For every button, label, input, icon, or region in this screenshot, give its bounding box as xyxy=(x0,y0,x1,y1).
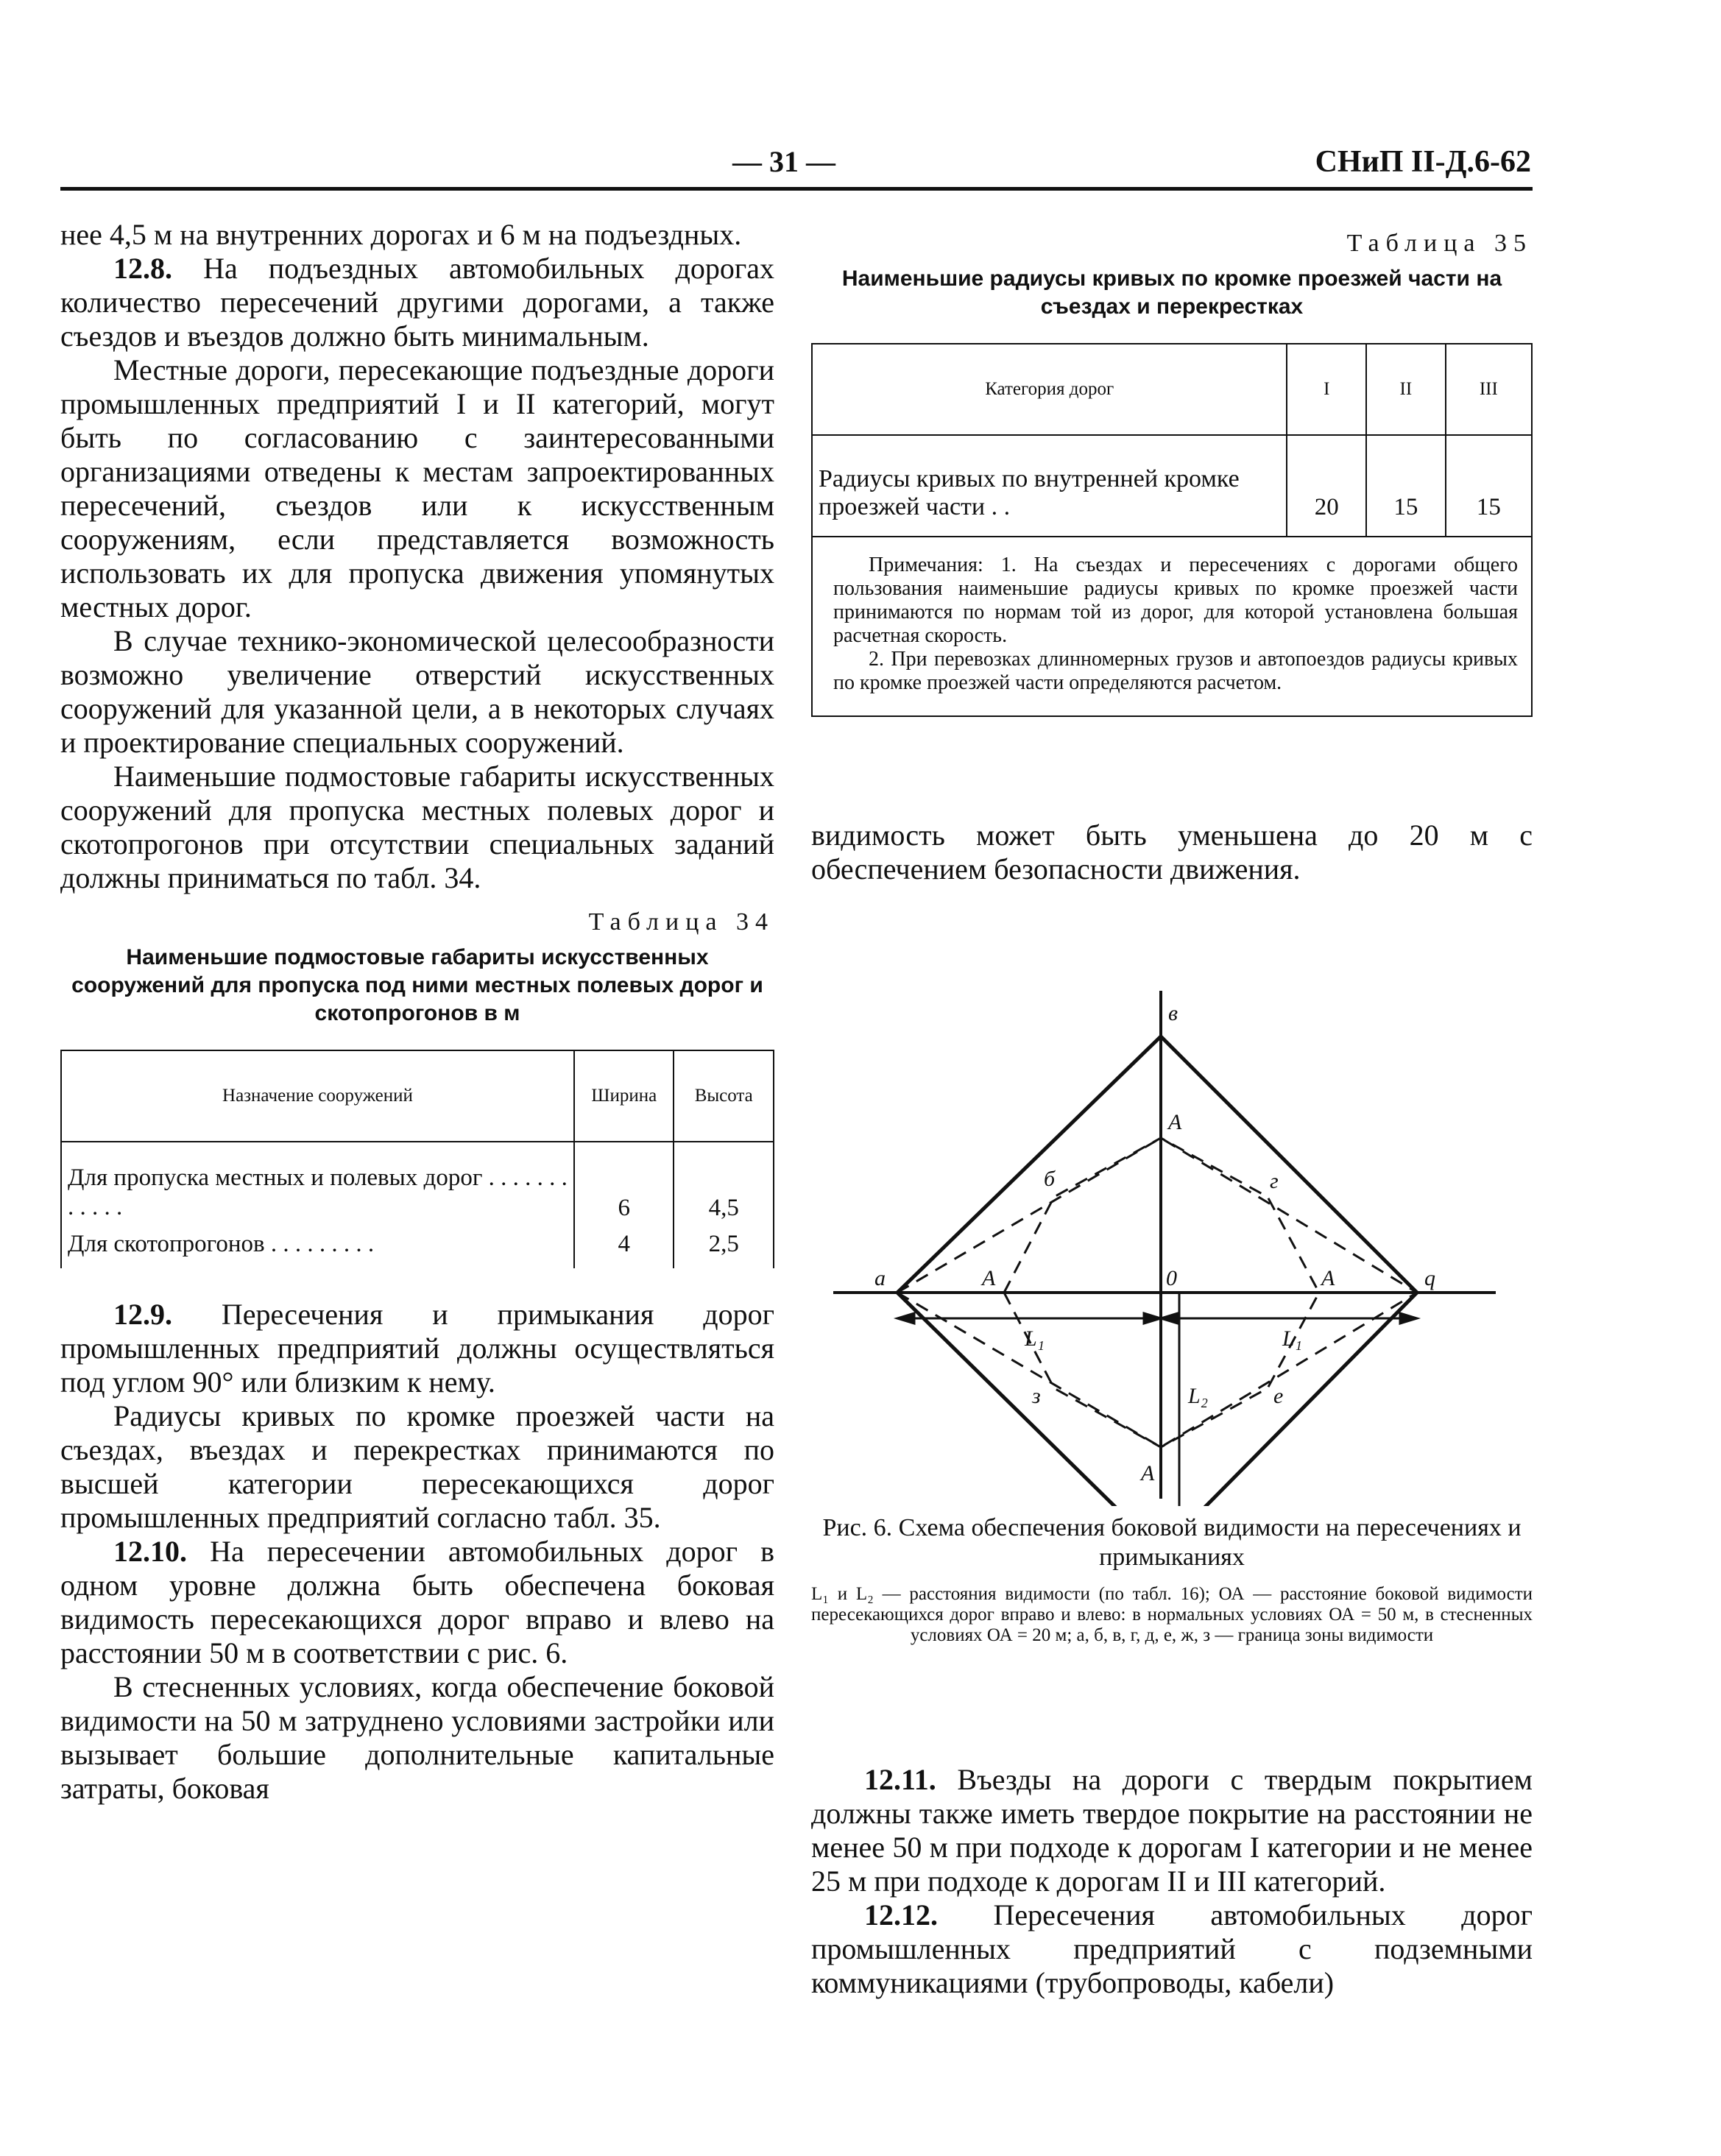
clause-number: 12.10. xyxy=(113,1535,187,1568)
table-cell: 15 xyxy=(1366,435,1446,537)
paragraph: Наименьшие подмостовые габариты искусственных сооружений для пропуска местных полевых дорог и скотопрогонов при отсутствии специальных заданий должны приниматься по табл. 34. xyxy=(60,760,774,894)
clause-number: 12.12. xyxy=(864,1898,938,1931)
paragraph-12-10 xyxy=(60,1535,774,1670)
paragraph-12-12 xyxy=(811,1898,1533,2000)
table-header-row xyxy=(61,1050,774,1142)
point-label: А xyxy=(1141,1461,1155,1485)
table-header-cell: Высота xyxy=(674,1050,774,1142)
table-header-cell: I xyxy=(1287,344,1366,435)
table-cell: Для скотопрогонов . . . . . . . . . xyxy=(61,1226,574,1268)
figure-legend: L₁ и L₂ — расстояния видимости (по табл. 16); ОА — расстояние боковой видимости пересекающихся дорог вправо и влево: в нормальных условиях ОА = 50 м, в стесненных условиях ОА = 20 м; а, б, в, г, д, е, ж, з — граница зоны видимости xyxy=(811,1584,1533,1645)
document-code: СНиП II-Д.6-62 xyxy=(1315,145,1531,179)
point-label: в xyxy=(1168,1001,1178,1025)
dimension-arrow xyxy=(897,1313,914,1323)
clause-number: 12.8. xyxy=(113,252,172,285)
table-note: 2. При перевозках длинномерных грузов и автопоездов радиусы кривых по кромке проезжей части определяются расчетом. xyxy=(833,648,1518,694)
point-label: 0 xyxy=(1166,1266,1177,1290)
paragraph-text: Въезды на дороги с твердым покрытием должны также иметь твердое покрытие на расстоянии не менее 50 м при подходе к дорогам I категории и не менее 25 м при подходе к дорогам II и III категорий. xyxy=(811,1763,1533,1898)
table-header-cell: Категория дорог xyxy=(812,344,1287,435)
visibility-zone-boundary xyxy=(897,1036,1417,1506)
point-label: А xyxy=(1321,1266,1335,1290)
point-label: q xyxy=(1424,1266,1435,1290)
table-cell: Радиусы кривых по внутренней кромке проезжей части . . xyxy=(812,435,1287,537)
point-label: г xyxy=(1270,1169,1279,1193)
table-notes-row xyxy=(812,537,1532,716)
table-row xyxy=(812,435,1532,537)
figure-caption: Рис. 6. Схема обеспечения боковой видимости на пересечениях и примыканиях xyxy=(822,1514,1522,1571)
paragraph: Местные дороги, пересекающие подъездные дороги промышленных предприятий I и II категорий, могут быть по согласованию с заинтересованными организациями отведены к местам запроектированных пересечений, съездов или к искусственным сооружениям, если представляется возможность использовать их для пропуска движения упомянутых местных дорог. xyxy=(60,353,774,623)
table-header-cell: II xyxy=(1366,344,1446,435)
table-35 xyxy=(811,343,1533,717)
table-35-title: Наименьшие радиусы кривых по кромке проезжей части на съездах и перекрестках xyxy=(841,266,1502,319)
table-cell: 2,5 xyxy=(674,1226,774,1268)
table-header-cell: III xyxy=(1446,344,1532,435)
dimension-label: L₁ xyxy=(1025,1326,1045,1351)
right-column-top xyxy=(811,218,1533,717)
paragraph-text: Пересечения и примыкания дорог промышленных предприятий должны осуществляться под углом 90° или близким к нему. xyxy=(60,1298,774,1399)
table-cell: Для пропуска местных и полевых дорог . . . . . . . . . . . . xyxy=(61,1142,574,1226)
table-34-title: Наименьшие подмостовые габариты искусственных сооружений для пропуска под ними местных полевых дорог и скотопрогонов в м xyxy=(71,945,763,1025)
point-label: а xyxy=(874,1266,886,1290)
table-cell: 4,5 xyxy=(674,1142,774,1226)
left-column xyxy=(60,218,774,1806)
point-label: е xyxy=(1273,1384,1284,1408)
table-34 xyxy=(60,1050,774,1268)
table-cell: 4 xyxy=(574,1226,674,1268)
dimension-label: L₂ xyxy=(1188,1384,1209,1408)
paragraph: В случае технико-экономической целесообразности возможно увеличение отверстий искусственных сооружений для указанной цели, а в некоторых случаях и проектирование специальных сооружений. xyxy=(60,624,774,759)
clause-number: 12.9. xyxy=(113,1298,172,1331)
table-row xyxy=(61,1142,774,1226)
page-number: — 31 — xyxy=(732,145,835,178)
header-rule xyxy=(60,187,1533,191)
paragraph-text: Пересечения автомобильных дорог промышленных предприятий с подземными коммуникациями (трубопроводы, кабели) xyxy=(811,1898,1533,1999)
visibility-diagram xyxy=(811,895,1533,1506)
table-header-cell: Ширина xyxy=(574,1050,674,1142)
paragraph: В стесненных условиях, когда обеспечение боковой видимости на 50 м затруднено условиями застройки или вызывает большие дополнительные капитальные затраты, боковая xyxy=(60,1670,774,1805)
dimension-label: L₁ xyxy=(1282,1326,1303,1351)
paragraph: видимость может быть уменьшена до 20 м с обеспечением безопасности движения. xyxy=(811,819,1533,886)
table-note: Примечания: 1. На съездах и пересечениях с дорогами общего пользования наименьшие радиусы кривых по кромке проезжей части принимаются по нормам той из дорог, для которой установлена большая расчетная скорость. xyxy=(833,554,1518,647)
table-cell: 20 xyxy=(1287,435,1366,537)
table-header-cell: Назначение сооружений xyxy=(61,1050,574,1142)
paragraph-12-11 xyxy=(811,1763,1533,1898)
right-column-middle xyxy=(811,819,1533,1646)
paragraph: нее 4,5 м на внутренних дорогах и 6 м на подъездных. xyxy=(60,218,742,251)
point-label: з xyxy=(1032,1384,1041,1408)
table-header-row xyxy=(812,344,1532,435)
point-label: А xyxy=(1168,1110,1182,1134)
dimension-arrow xyxy=(1400,1313,1417,1323)
clause-number: 12.11. xyxy=(864,1763,936,1796)
table-cell: 15 xyxy=(1446,435,1532,537)
paragraph-12-8 xyxy=(60,252,774,353)
paragraph-text: На подъездных автомобильных дорогах количество пересечений другими дорогами, а также съездов и въездов должно быть минимальным. xyxy=(60,252,774,353)
table-row xyxy=(61,1226,774,1268)
table-cell: 6 xyxy=(574,1142,674,1226)
dimension-arrow xyxy=(1161,1313,1178,1323)
point-label: А xyxy=(982,1266,996,1290)
table-34-label: Таблица 34 xyxy=(588,908,774,936)
paragraph-12-9 xyxy=(60,1298,774,1399)
paragraph-text: На пересечении автомобильных дорог в одном уровне должна быть обеспечена боковая видимость пересекающихся дорог вправо и влево на расстоянии 50 м в соответствии с рис. 6. xyxy=(60,1535,774,1669)
paragraph: Радиусы кривых по кромке проезжей части на съездах, въездах и перекрестках принимаются по высшей категории пересекающихся дорог промышленных предприятий согласно табл. 35. xyxy=(60,1399,774,1534)
table-35-label: Таблица 35 xyxy=(1346,230,1533,257)
point-label: б xyxy=(1044,1167,1056,1191)
right-column-bottom xyxy=(811,1763,1533,2000)
